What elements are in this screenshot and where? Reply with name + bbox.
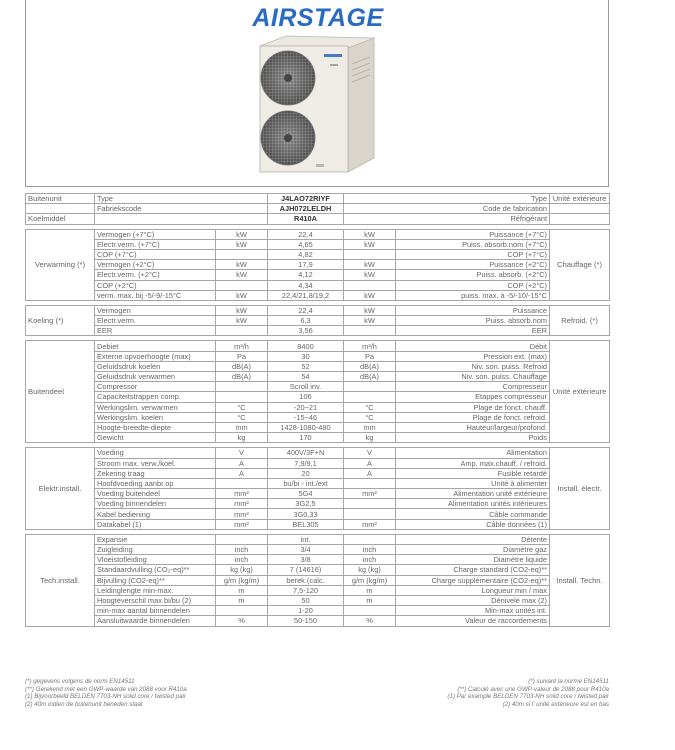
unit-fr: kg [344,433,396,443]
unit-nl [216,280,268,290]
table-row [26,316,610,326]
param-value: 4,82 [268,249,344,259]
param-value: 20 [268,468,344,478]
param-label-nl: Gewicht [95,433,216,443]
unit-nl: kg [216,433,268,443]
table-row [26,280,610,290]
table-row [26,575,610,585]
param-label-nl: Debiet [95,341,216,351]
param-value: 3,56 [268,326,344,336]
param-value: 4,65 [268,239,344,249]
unit-nl [216,478,268,488]
param-label-nl: EER [95,326,216,336]
param-label-fr: Fusible retardé [396,468,550,478]
unit-nl: °C [216,402,268,412]
product-image-frame [25,0,609,187]
section-label-nl: Buitendeel [26,341,95,443]
unit-fr: mm² [344,489,396,499]
field-label-nl [95,214,268,224]
unit-fr: V [344,448,396,458]
unit-fr: mm [344,422,396,432]
param-value: 22,4/21,8/19,2 [268,290,344,300]
table-row [26,239,610,249]
param-label-fr: Diamètre gaz [396,545,550,555]
param-value: 4,34 [268,280,344,290]
unit-nl: kg (kg) [216,565,268,575]
unit-fr: kW [344,270,396,280]
param-value: 4,12 [268,270,344,280]
unit-nl: kW [216,316,268,326]
param-label-nl: verm. max. bij -5/-9/-15°C [95,290,216,300]
unit-nl: mm² [216,519,268,529]
param-label-fr: Valeur de raccordements [396,616,550,626]
table-row [26,214,610,224]
param-label-fr: COP (+7°C) [396,249,550,259]
unit-fr: inch [344,555,396,565]
param-value: 3/8 [268,555,344,565]
unit-nl: V [216,448,268,458]
param-label-fr: Charge standard (CO2-eq)** [396,565,550,575]
unit-fr: g/m (kg/m) [344,575,396,585]
unit-fr: kW [344,305,396,315]
unit-fr: m [344,595,396,605]
param-value: 106 [268,392,344,402]
unit-fr [344,249,396,259]
unit-nl: A [216,458,268,468]
param-value: 8400 [268,341,344,351]
param-value: 30 [268,351,344,361]
table-row [26,585,610,595]
param-value: 17,9 [268,260,344,270]
param-label-fr: Poids [396,433,550,443]
section-label-fr: Install. électr. [550,448,610,530]
unit-fr: kW [344,229,396,239]
footnote-nl: (*) gegevens volgens de norm EN14511 [25,678,135,685]
param-label-nl: Vloeistofleiding [95,555,216,565]
param-label-fr: Niv. son. puiss. Refroid [396,361,550,371]
param-value: 3G0,33 [268,509,344,519]
param-value: 1428-1080-480 [268,422,344,432]
unit-nl: g/m (kg/m) [216,575,268,585]
param-label-fr: Alimentation unité extérieure [396,489,550,499]
unit-nl: m [216,595,268,605]
param-value: BEL305 [268,519,344,529]
unit-fr: kW [344,290,396,300]
table-row [26,448,610,458]
table-row [26,616,610,626]
unit-fr: °C [344,402,396,412]
param-value: Scroll inv. [268,382,344,392]
unit-nl: kW [216,239,268,249]
unit-fr [344,478,396,488]
param-value: 7,9/9,1 [268,458,344,468]
param-label-nl: Geluidsdruk koelen [95,361,216,371]
table-row [26,372,610,382]
row-group-label [26,204,95,214]
footnote-nl: (2) 40m indien de buitenunit beneden staat [25,700,143,708]
unit-nl: dB(A) [216,361,268,371]
table-row [26,326,610,336]
table-row [26,270,610,280]
unit-fr [344,509,396,519]
unit-fr: A [344,458,396,468]
param-label-fr: Puiss. absorb.nom (+7°C) [396,239,550,249]
param-label-fr: COP (+2°C) [396,280,550,290]
param-label-nl: Electr.verm. [95,316,216,326]
unit-nl: mm² [216,509,268,519]
param-value: 7 (14616) [268,565,344,575]
unit-nl: inch [216,545,268,555]
param-label-nl: Hoogteverschil max bi/bu (2) [95,595,216,605]
param-label-nl: Leidinglengte min-max. [95,585,216,595]
param-value: -15~46 [268,412,344,422]
unit-fr [344,499,396,509]
table-row [26,194,610,204]
table-row [26,489,610,499]
unit-nl: kW [216,229,268,239]
param-label-nl: Bijvulling (CO2-eq)** [95,575,216,585]
param-label-fr: Alimentation unités intérieures [396,499,550,509]
param-label-nl: Electr.verm. (+7°C) [95,239,216,249]
param-label-nl: Vermogen (+7°C) [95,229,216,239]
row-group-label-fr [550,214,610,224]
param-value: 170 [268,433,344,443]
unit-fr: °C [344,412,396,422]
param-label-nl: COP (+7°C) [95,249,216,259]
unit-nl: dB(A) [216,372,268,382]
param-value: 1-20 [268,606,344,616]
table-row [26,341,610,351]
table-row [26,519,610,529]
param-label-nl: Compressor [95,382,216,392]
param-label-fr: Etappes compresseur [396,392,550,402]
footnote-fr: (2) 40m si l' unité extérieure est en bas [502,700,609,708]
param-label-fr: Puiss. absorb. (+2°C) [396,270,550,280]
unit-fr [344,392,396,402]
param-label-fr: EER [396,326,550,336]
table-row [26,458,610,468]
specification-table [25,193,610,627]
section-label-nl: Elektr.install. [26,448,95,530]
param-value: bu/bi - int./ext [268,478,344,488]
unit-fr: mm² [344,519,396,529]
param-label-fr: Puissance (+2°C) [396,260,550,270]
param-value: int. [268,534,344,544]
table-row [26,595,610,605]
param-label-nl: Aansluitwaarde binnendelen [95,616,216,626]
outdoor-unit-image [250,34,382,176]
unit-fr [344,606,396,616]
row-group-label-fr [550,204,610,214]
unit-nl: kW [216,290,268,300]
row-group-label: Koelmiddel [26,214,95,224]
unit-fr: inch [344,545,396,555]
unit-nl: mm [216,422,268,432]
unit-fr: m [344,585,396,595]
table-row [26,468,610,478]
param-label-fr: Puissance [396,305,550,315]
table-row [26,204,610,214]
param-label-fr: Dénivelé max (2) [396,595,550,605]
param-label-fr: puiss. max. à -5/-10/-15°C [396,290,550,300]
unit-fr [344,382,396,392]
footnote-fr: (1) Par example BELDEN 7703-NH solid core / twisted pair [447,693,609,701]
param-label-nl: Zekering traag [95,468,216,478]
param-label-fr: Plage de fonct. refroid. [396,412,550,422]
row-group-label-fr: Unité extérieure [550,194,610,204]
unit-nl: kW [216,260,268,270]
section-label-fr: Unité extérieure [550,341,610,443]
unit-nl [216,249,268,259]
unit-fr: dB(A) [344,372,396,382]
footnote-nl: (1) Bijvoorbeeld BELDEN 7703-NH solid core / twisted pair [25,693,186,701]
field-label-fr: Type [344,194,550,204]
field-value: AJH072LELDH [268,204,344,214]
unit-fr: kg (kg) [344,565,396,575]
field-value: R410A [268,214,344,224]
unit-nl [216,392,268,402]
unit-nl: m³/h [216,341,268,351]
table-row [26,392,610,402]
unit-fr: kW [344,316,396,326]
unit-fr: Pa [344,351,396,361]
param-value: 7,5-120 [268,585,344,595]
section-label-fr: Install. Techn. [550,534,610,626]
unit-fr: kW [344,260,396,270]
section-label-fr: Refroid. (*) [550,305,610,336]
param-value: -20~21 [268,402,344,412]
table-row [26,545,610,555]
param-label-nl: Datakabel (1) [95,519,216,529]
table-row [26,606,610,616]
field-label-nl: Type [95,194,268,204]
unit-nl: kW [216,305,268,315]
param-label-nl: Voeding [95,448,216,458]
param-label-nl: Hoogte-breedte-diepte [95,422,216,432]
param-value: 3G2,5 [268,499,344,509]
param-label-nl: Hoofdvoeding aanbr.op [95,478,216,488]
param-label-fr: Détente [396,534,550,544]
unit-nl: A [216,468,268,478]
param-label-fr: Charge supplémentaire (CO2-eq)** [396,575,550,585]
param-label-nl: Expansie [95,534,216,544]
param-value: 400V/3F+N [268,448,344,458]
param-label-fr: Puiss. absorb.nom [396,316,550,326]
unit-fr: A [344,468,396,478]
param-label-fr: Compresseur [396,382,550,392]
param-label-fr: Câble commande [396,509,550,519]
param-label-nl: COP (+2°C) [95,280,216,290]
param-value: berek.(calc. [268,575,344,585]
param-label-fr: Longueur min / max [396,585,550,595]
param-label-nl: Voeding buitendeel [95,489,216,499]
brand-logo: AIRSTAGE [252,4,384,32]
param-label-fr: Alimentation [396,448,550,458]
param-label-nl: Werkingslim. koelen [95,412,216,422]
unit-nl [216,326,268,336]
table-row [26,555,610,565]
param-label-nl: Stroom max. verw./koel. [95,458,216,468]
param-value: 5G4 [268,489,344,499]
param-value: 22,4 [268,229,344,239]
param-label-fr: Amp. max.chauff. / refroid. [396,458,550,468]
table-row [26,361,610,371]
param-label-nl: Geluidsdruk verwarmen [95,372,216,382]
table-row [26,565,610,575]
table-row [26,412,610,422]
param-label-nl: Vermogen [95,305,216,315]
param-label-fr: Câble données (1) [396,519,550,529]
field-value: J4LAO72RIYF [268,194,344,204]
table-row [26,305,610,315]
unit-nl: Pa [216,351,268,361]
section-label-nl: Tech.install. [26,534,95,626]
param-label-nl: Electr.verm. (+2°C) [95,270,216,280]
unit-nl: mm² [216,499,268,509]
table-row [26,290,610,300]
unit-nl: m [216,585,268,595]
param-label-fr: Unité à alimenter [396,478,550,488]
table-row [26,249,610,259]
table-row [26,422,610,432]
section-label-nl: Koeling (*) [26,305,95,336]
param-label-nl: Vermogen (+2°C) [95,260,216,270]
table-row [26,229,610,239]
table-row [26,382,610,392]
unit-fr: kW [344,239,396,249]
table-row [26,499,610,509]
param-label-fr: Diamètre liquide [396,555,550,565]
unit-nl: % [216,616,268,626]
param-label-nl: Externe opvoerhoogte (max) [95,351,216,361]
param-label-fr: Niv. son. puiss. Chauffage [396,372,550,382]
unit-nl: kW [216,270,268,280]
param-label-nl: Werkingslim. verwarmen [95,402,216,412]
param-label-nl: Zuigleiding [95,545,216,555]
param-label-fr: Puissance (+7°C) [396,229,550,239]
field-label-fr: Code de fabrication [344,204,550,214]
table-row [26,260,610,270]
param-label-nl: min-max aantal binnendelen [95,606,216,616]
param-label-fr: Hauteur/largeur/profond. [396,422,550,432]
param-label-fr: Pression ext. (max) [396,351,550,361]
unit-nl [216,606,268,616]
footnote-fr: (*) suivant la norme EN14511 [528,678,609,685]
param-label-nl: Standaardvulling (CO₂-eq)** [95,565,216,575]
unit-nl [216,534,268,544]
param-value: 6,3 [268,316,344,326]
unit-fr: % [344,616,396,626]
param-label-fr: Plage de fonct. chauff. [396,402,550,412]
unit-fr: m³/h [344,341,396,351]
param-value: 50-150 [268,616,344,626]
unit-fr: dB(A) [344,361,396,371]
param-label-nl: Capaciteitstrappen comp. [95,392,216,402]
param-value: 22,4 [268,305,344,315]
unit-nl: mm² [216,489,268,499]
field-label-nl: Fabriekscode [95,204,268,214]
unit-fr [344,534,396,544]
unit-fr [344,326,396,336]
unit-nl: inch [216,555,268,565]
param-value: 3/4 [268,545,344,555]
table-row [26,433,610,443]
param-label-fr: Min-max unités int. [396,606,550,616]
param-label-nl: Voeding binnendelen [95,499,216,509]
table-row [26,402,610,412]
table-row [26,534,610,544]
footnote-fr: (**) Calculé avec une GWP-valeur de 2088 pour R410a [457,685,609,693]
param-label-fr: Débit [396,341,550,351]
table-row [26,509,610,519]
table-row [26,478,610,488]
section-label-nl: Verwarming (*) [26,229,95,300]
param-label-nl: Kabel bediening [95,509,216,519]
row-group-label: Buitenunit [26,194,95,204]
param-value: 50 [268,595,344,605]
section-label-fr: Chauffage (*) [550,229,610,300]
unit-nl [216,382,268,392]
param-value: 54 [268,372,344,382]
unit-nl: °C [216,412,268,422]
footnote-nl: (**) Gerekend met een GWP-waarde van 2088 voor R410a [25,685,187,693]
param-value: 52 [268,361,344,371]
field-label-fr: Réfrigérant [344,214,550,224]
unit-fr [344,280,396,290]
table-row [26,351,610,361]
